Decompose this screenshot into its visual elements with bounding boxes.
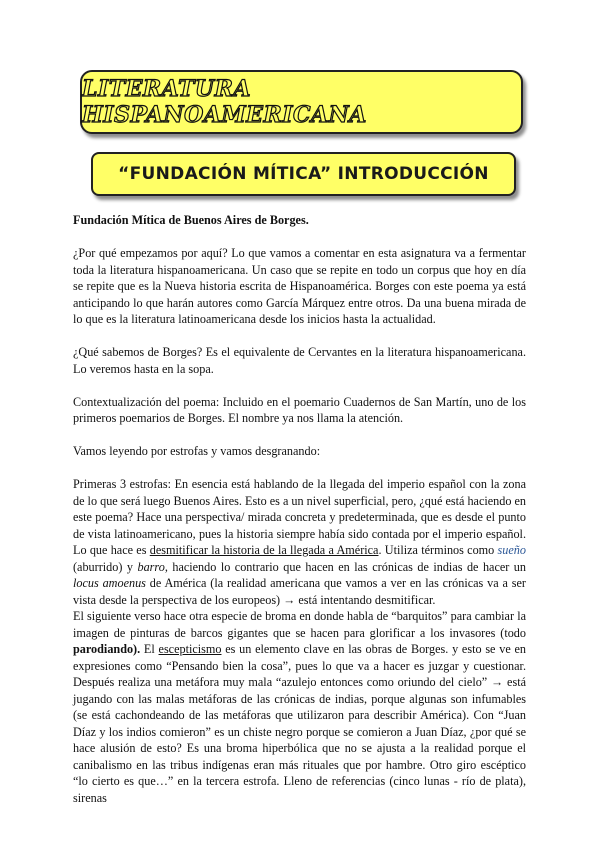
text-segment: El siguiente verso hace otra especie de broma en donde habla de “barquitos” para cambiar la imagen de pinturas de barcos gigantes que se hacen para glorificar a los invasores (todo xyxy=(73,609,526,640)
italic-term-locus: locus amoenus xyxy=(73,576,146,590)
text-segment: El xyxy=(140,642,159,656)
main-title-banner xyxy=(80,70,523,134)
text-segment: de América (la realidad americana que vamos a ver en las crónicas va a ser vista desde la perspectiva de los europeos) → está intentando desmitificar. xyxy=(73,576,526,607)
subtitle-banner xyxy=(91,152,516,196)
subtitle: “FUNDACIÓN MÍTICA” INTRODUCCIÓN xyxy=(118,164,489,184)
section-heading: Fundación Mítica de Buenos Aires de Borges. xyxy=(73,213,309,227)
document-body xyxy=(73,212,526,806)
paragraph-stanzas xyxy=(73,476,526,608)
italic-term-barro: barro xyxy=(137,559,165,574)
bold-phrase: parodiando). xyxy=(73,642,141,656)
paragraph-intro: ¿Por qué empezamos por aquí? Lo que vamos a comentar en esta asignatura va a fermentar toda la literatura hispanoamericana. Un caso que se repite en todo un corpus que hoy en día se repite que es la Nueva historia escrita de Hispanoamérica. Borges con este poema ya está anticipando lo que harán autores como García Márquez entre otros. Da una buena mirada de lo que es la literatura latinoamericana desde los inicios hasta la actualidad. xyxy=(73,246,526,326)
text-segment: (aburrido) y xyxy=(73,559,138,574)
paragraph-next-verse xyxy=(73,608,526,806)
text-segment: es un elemento clave en las obras de Borges. y esto se ve en expresiones como “Pensando bien la cosa”, pues lo que va a hacer es juzgar y cuestionar. Después realiza una metáfora muy mala “azulejo entonces como oriundo del cielo” → está jugando con las malas metáforas de las crónicas de indias, porque algunas son infumables (se está cachondeando de las metáforas que utilizaron para describir América). Con “Juan Díaz y los indios comieron” es un chiste negro porque se comieron a Juan Díaz, ¿por qué se hace alusión de esto? Es una broma hiperbólica que no se ajusta a la realidad porque el canibalismo en las tribus indígenas eran más rituales que por hambre. Otro giro escéptico “lo cierto es que…” en la tercera estrofa. Lleno de referencias (cinco lunas - río de plata), sirenas xyxy=(73,642,526,805)
text-segment: . Utiliza términos como xyxy=(378,543,498,557)
italic-term-sueno: sueño xyxy=(497,543,526,557)
paragraph-reading: Vamos leyendo por estrofas y vamos desgranando: xyxy=(73,444,321,458)
main-title: LITERATURA HISPANOAMERICANA xyxy=(82,76,367,128)
underlined-word: escepticismo xyxy=(158,642,222,656)
paragraph-context: Contextualización del poema: Incluido en el poemario Cuadernos de San Martín, uno de los primeros poemarios de Borges. El nombre ya nos llama la atención. xyxy=(73,394,526,425)
underlined-phrase: desmitificar la historia de la llegada a América xyxy=(149,543,379,557)
paragraph-borges: ¿Qué sabemos de Borges? Es el equivalente de Cervantes en la literatura hispanoamericana. Lo veremos hasta en la sopa. xyxy=(73,345,526,376)
text-segment: Primeras 3 estrofas: En esencia está hablando de la llegada del imperio español con la zona de lo que será luego Buenos Aires. Esto es a un nivel superficial, pero, ¿qué está haciendo en este poema? Hace una perspectiva/ mirada concreta y predeterminada, que es desde el punto de vista latinoamericano, pues la historia siempre había sido contada por el imperio español. Lo que hace es xyxy=(73,477,526,557)
text-segment: , haciendo lo contrario que hacen en las crónicas de indias de hacer un xyxy=(164,559,526,574)
